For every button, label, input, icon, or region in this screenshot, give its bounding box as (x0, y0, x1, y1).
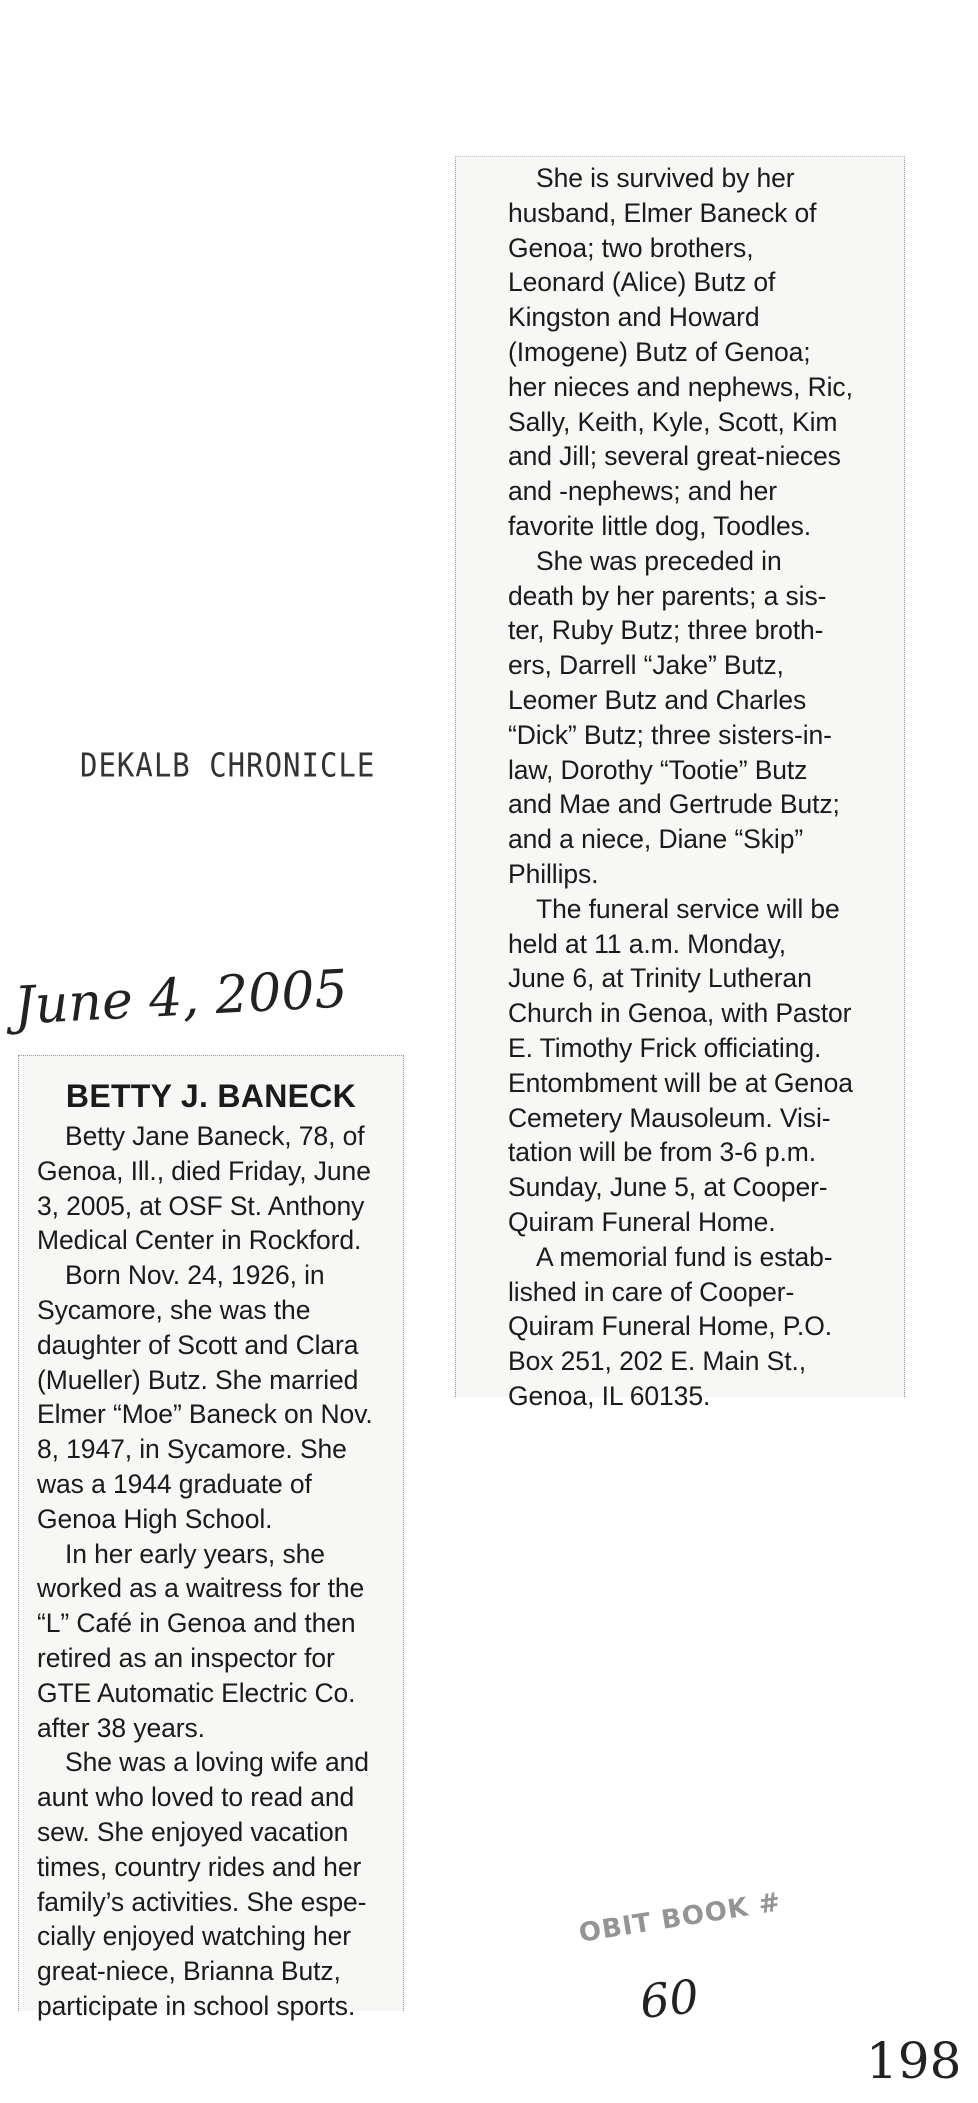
obituary-clipping-right (455, 156, 905, 1411)
obituary-paragraph: She was a loving wife and aunt who loved to read and sew. She enjoyed vacation times, country rides and her family’s activities. She espe- cially enjoyed watching her great-niece, Brianna Butz, participate in school sports. (37, 1747, 369, 2021)
obituary-name-heading: BETTY J. BANECK (65, 1078, 357, 1114)
obit-book-stamp: OBIT BOOK # (576, 1887, 784, 1949)
obituary-paragraph: Born Nov. 24, 1926, in Sycamore, she was the daughter of Scott and Clara (Mueller) Butz. She married Elmer “Moe” Baneck on Nov. 8, 1947, in Sycamore. She was a 1944 graduate of Genoa High School. (37, 1260, 373, 1534)
obituary-paragraph: In her early years, she worked as a waitress for the “L” Café in Genoa and then retired as an inspector for GTE Automatic Electric Co. after 38 years. (37, 1538, 365, 1743)
obituary-paragraph: A memorial fund is estab- lished in care of Cooper- Quiram Funeral Home, P.O. Box 251, 202 E. Main St., Genoa, IL 60135. (508, 1241, 833, 1411)
obituary-paragraph: Betty Jane Baneck, 78, of Genoa, Ill., died Friday, June 3, 2005, at OSF St. Anthony Medical Center in Rockford. (37, 1121, 371, 1256)
handwritten-page-number: 198 (866, 2032, 962, 2090)
handwritten-book-number: 60 (637, 1969, 702, 2029)
obituary-clipping-left (18, 1055, 404, 2021)
publication-header: DEKALB CHRONICLE (80, 745, 376, 785)
obituary-paragraph: The funeral service will be held at 11 a.m. Monday, June 6, at Trinity Lutheran Church in Genoa, with Pastor E. Timothy Frick officiating. Entombment will be at Genoa Cemetery Mausoleum. Visi- tation will be from 3-6 p.m. Sunday, June 5, at Cooper- Quiram Funeral Home. (508, 893, 853, 1237)
handwritten-date: June 4, 2005 (12, 959, 349, 1037)
obituary-paragraph: She is survived by her husband, Elmer Baneck of Genoa; two brothers, Leonard (Alice) Butz of Kingston and Howard (Imogene) Butz of Genoa; her nieces and nephews, Ric, Sally, Keith, Kyle, Scott, Kim and Jill; several great-nieces and -nephews; and her favorite little dog, Toodles. (508, 163, 853, 541)
obituary-paragraph: She was preceded in death by her parents; a sis- ter, Ruby Butz; three broth- ers, Darrell “Jake” Butz, Leomer Butz and Charles “Dick” Butz; three sisters-in- law, Dorothy “Tootie” Butz and Mae and Gertrude Butz; and a niece, Diane “Skip” Phillips. (508, 545, 840, 889)
